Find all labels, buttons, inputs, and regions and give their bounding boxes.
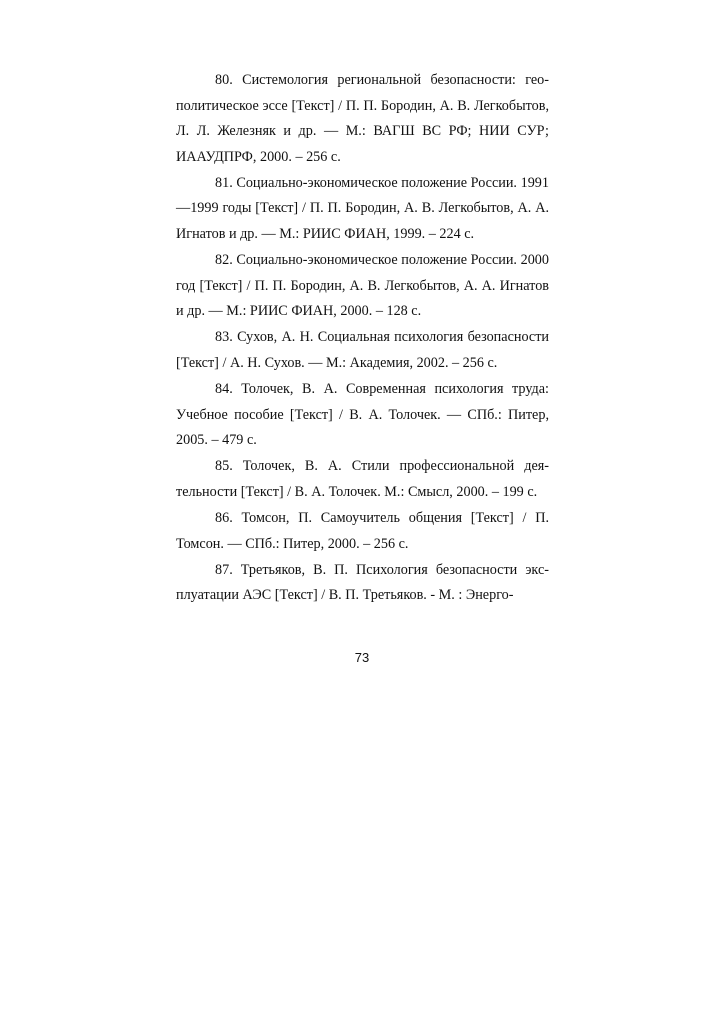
bibliography-entry-81: 81. Социально-экономическое положение России. 1991—1999 годы [Текст] / П. П. Бородин, А. В. Легкобытов, А. А. Игнатов и др. — М.: РИИС ФИАН, 1999. – 224 с. (176, 174, 549, 243)
bibliography-entry-82: 82. Социально-экономическое положение России. 2000 год [Текст] / П. П. Бородин, А. В. Легкобытов, А. А. Игнатов и др. — М.: РИИС ФИАН, 2000. – 128 с. (176, 252, 549, 320)
bibliography-entry-86: 86. Томсон, П. Самоучитель общения [Текст] / П. Томсон. — СПб.: Питер, 2000. – 256 с. (176, 510, 549, 552)
bibliography-entry-87: 87. Третьяков, В. П. Психология безопасности эксплуатации АЭС [Текст] / В. П. Третьяков. - М. : Энерго- (176, 561, 549, 604)
bibliography-list (176, 68, 549, 609)
bibliography-entry-83: 83. Сухов, А. Н. Социальная психология безопасности [Текст] / А. Н. Сухов. — М.: Академия, 2002. – 256 с. (176, 329, 549, 372)
bibliography-entry-85: 85. Толочек, В. А. Стили профессиональной деятельности [Текст] / В. А. Толочек. М.: Смысл, 2000. – 199 с. (176, 458, 549, 500)
page-number: 73 (354, 650, 370, 665)
bibliography-entry-84: 84. Толочек, В. А. Современная психология труда: Учебное пособие [Текст] / В. А. Толочек. — СПб.: Питер, 2005. – 479 с. (176, 381, 549, 449)
bibliography-entry-80: 80. Системология региональной безопасности: геополитическое эссе [Текст] / П. П. Бородин, А. В. Легкобытов, Л. Л. Железняк и др. — М.: ВАГШ ВС РФ; НИИ СУР; ИААУДПРФ, 2000. – 256 с. (176, 72, 549, 165)
